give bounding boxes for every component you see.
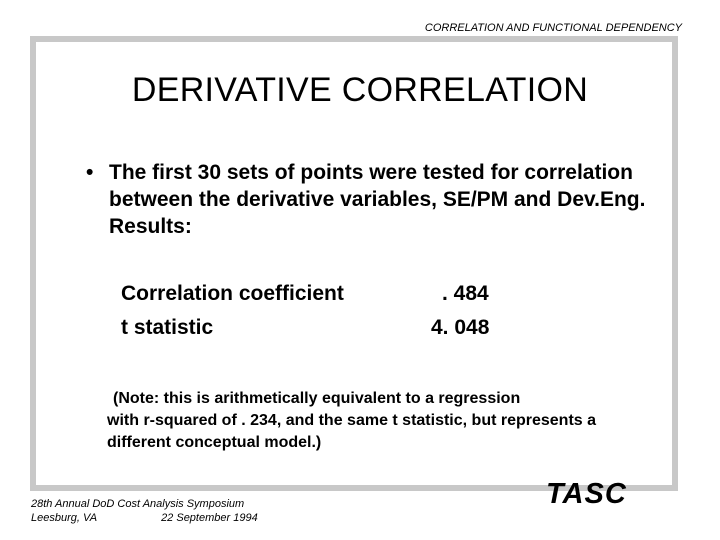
note-paragraph	[107, 388, 647, 454]
tasc-logo: TASC	[546, 478, 627, 510]
result-label: Correlation coefficient	[121, 282, 344, 305]
result-row-t-statistic	[121, 316, 490, 340]
running-header: CORRELATION AND FUNCTIONAL DEPENDENCY	[424, 22, 682, 34]
footer-location: Leesburg, VA	[31, 512, 98, 524]
bullet-point	[86, 159, 646, 240]
result-value: . 484	[442, 282, 489, 305]
note-line-1: (Note: this is arithmetically equivalent to a regression	[113, 390, 521, 407]
footer	[31, 497, 258, 525]
result-value: 4. 048	[431, 316, 490, 339]
slide-title: DERIVATIVE CORRELATION	[131, 71, 589, 109]
result-label: t statistic	[121, 316, 214, 339]
footer-date: 22 September 1994	[161, 512, 258, 524]
note-line-rest: with r-squared of . 234, and the same t statistic, but represents a different conceptual model.)	[107, 412, 597, 451]
footer-location-date	[31, 511, 258, 525]
bullet-text: The first 30 sets of points were tested for correlation between the derivative variables, SE/PM and Dev.Eng. Results:	[109, 161, 646, 238]
bullet-icon: •	[86, 161, 94, 184]
footer-event: 28th Annual DoD Cost Analysis Symposium	[31, 498, 245, 510]
result-row-correlation	[121, 282, 489, 306]
